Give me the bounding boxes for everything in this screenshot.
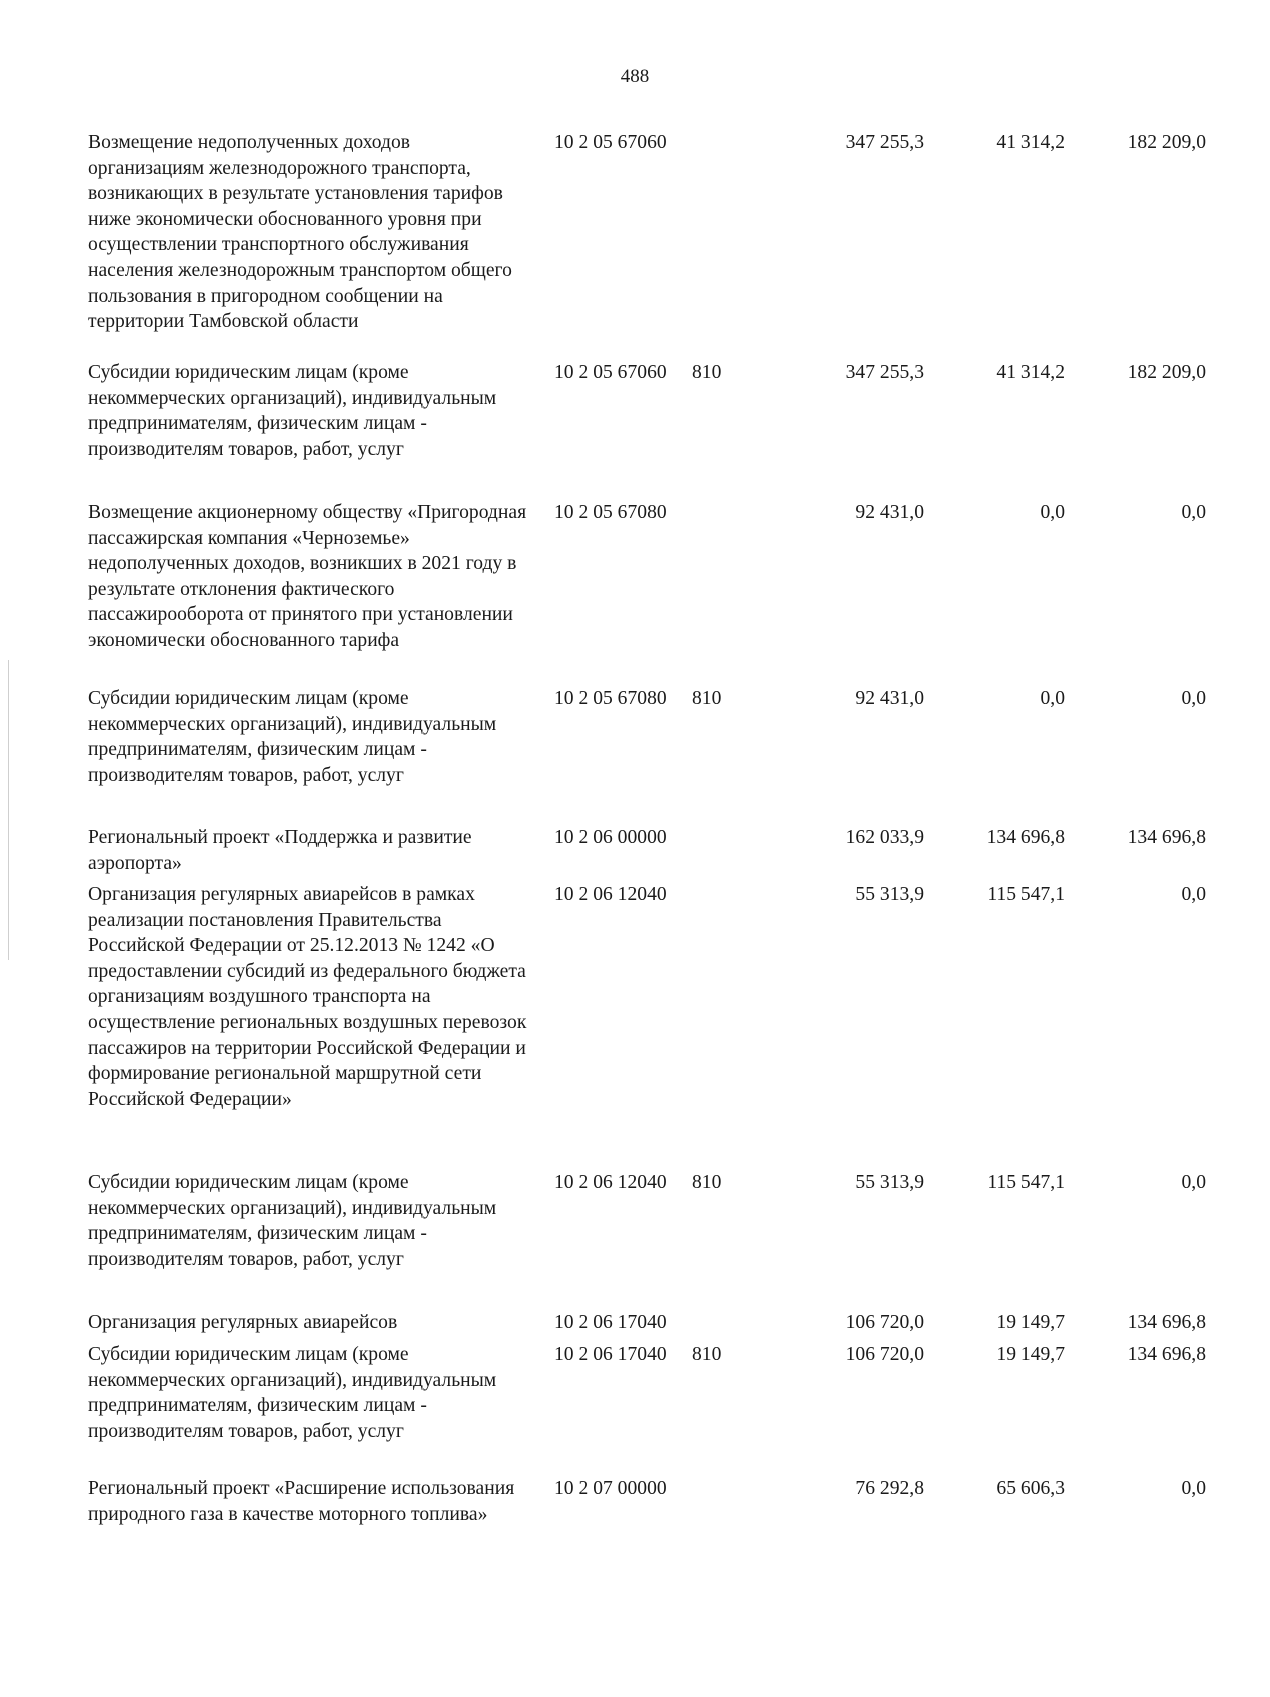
row-type: 810 <box>692 1172 722 1193</box>
row-value-2: 0,0 <box>1040 502 1065 523</box>
table-row <box>88 825 1206 882</box>
row-type: 810 <box>692 362 722 383</box>
row-code: 10 2 07 00000 <box>554 1478 667 1499</box>
row-value-2: 115 547,1 <box>987 884 1065 905</box>
row-code: 10 2 05 67080 <box>554 688 667 709</box>
table-row <box>88 360 1206 500</box>
table-row <box>88 1342 1206 1476</box>
row-value-3: 182 209,0 <box>1127 362 1206 383</box>
row-value-2: 41 314,2 <box>996 132 1065 153</box>
row-value-3: 0,0 <box>1181 688 1206 709</box>
table-row <box>88 1170 1206 1310</box>
row-value-1: 55 313,9 <box>855 1172 924 1193</box>
row-value-3: 134 696,8 <box>1127 1312 1206 1333</box>
row-value-1: 92 431,0 <box>855 688 924 709</box>
row-name: Субсидии юридическим лицам (кроме некоммерческих организаций), индивидуальным предпринимателям, физическим лицам - производителям товаров, работ, услуг <box>88 1344 497 1442</box>
row-value-1: 55 313,9 <box>855 884 924 905</box>
row-code: 10 2 06 00000 <box>554 827 667 848</box>
row-name: Региональный проект «Расширение использования природного газа в качестве моторного топлива» <box>88 1478 515 1525</box>
row-code: 10 2 05 67080 <box>554 502 667 523</box>
row-code: 10 2 06 12040 <box>554 1172 667 1193</box>
row-value-2: 41 314,2 <box>996 362 1065 383</box>
row-value-3: 134 696,8 <box>1127 827 1206 848</box>
page-number: 488 <box>620 66 650 87</box>
row-value-3: 0,0 <box>1181 502 1206 523</box>
row-value-1: 347 255,3 <box>845 132 924 153</box>
row-code: 10 2 06 17040 <box>554 1312 667 1333</box>
row-value-1: 106 720,0 <box>845 1312 924 1333</box>
row-value-2: 0,0 <box>1040 688 1065 709</box>
row-name: Региональный проект «Поддержка и развитие аэропорта» <box>88 827 472 874</box>
row-code: 10 2 05 67060 <box>554 132 667 153</box>
row-value-2: 19 149,7 <box>996 1312 1065 1333</box>
row-value-1: 92 431,0 <box>855 502 924 523</box>
table-row <box>88 882 1206 1170</box>
row-name: Субсидии юридическим лицам (кроме некоммерческих организаций), индивидуальным предпринимателям, физическим лицам - производителям товаров, работ, услуг <box>88 362 497 460</box>
scan-margin-mark <box>8 660 9 960</box>
row-value-2: 134 696,8 <box>986 827 1065 848</box>
row-value-3: 0,0 <box>1181 1478 1206 1499</box>
row-name: Возмещение акционерному обществу «Пригородная пассажирская компания «Черноземье» недополученных доходов, возникших в 2021 году в результате отклонения фактического пассажирооборота от принятого при установлении экономически обоснованного тарифа <box>88 502 527 651</box>
row-code: 10 2 06 17040 <box>554 1344 667 1365</box>
row-code: 10 2 05 67060 <box>554 362 667 383</box>
table-row <box>88 1310 1206 1342</box>
row-name: Организация регулярных авиарейсов в рамках реализации постановления Правительства Российской Федерации от 25.12.2013 № 1242 «О предоставлении субсидий из федерального бюджета организациям воздушного транспорта на осуществление региональных воздушных перевозок пассажиров на территории Российской Федерации и формирование региональной маршрутной сети Российской Федерации» <box>88 884 527 1110</box>
row-value-3: 0,0 <box>1181 884 1206 905</box>
row-value-3: 0,0 <box>1181 1172 1206 1193</box>
row-value-2: 65 606,3 <box>996 1478 1065 1499</box>
table-row <box>88 500 1206 686</box>
row-value-1: 76 292,8 <box>855 1478 924 1499</box>
table-row <box>88 130 1206 360</box>
row-value-1: 162 033,9 <box>845 827 924 848</box>
row-type: 810 <box>692 688 722 709</box>
row-value-1: 106 720,0 <box>845 1344 924 1365</box>
row-name: Субсидии юридическим лицам (кроме некоммерческих организаций), индивидуальным предпринимателям, физическим лицам - производителям товаров, работ, услуг <box>88 688 497 786</box>
budget-table <box>88 130 1206 1558</box>
row-code: 10 2 06 12040 <box>554 884 667 905</box>
table-row <box>88 1476 1206 1558</box>
row-value-2: 19 149,7 <box>996 1344 1065 1365</box>
row-name: Организация регулярных авиарейсов <box>88 1312 398 1333</box>
row-name: Возмещение недополученных доходов организациям железнодорожного транспорта, возникающих в результате установления тарифов ниже экономически обоснованного уровня при осуществлении транспортного обслуживания населения железнодорожным транспортом общего пользования в пригородном сообщении на территории Тамбовской области <box>88 132 512 333</box>
row-type: 810 <box>692 1344 722 1365</box>
row-value-3: 134 696,8 <box>1127 1344 1206 1365</box>
row-value-2: 115 547,1 <box>987 1172 1065 1193</box>
row-value-3: 182 209,0 <box>1127 132 1206 153</box>
row-value-1: 347 255,3 <box>845 362 924 383</box>
table-row <box>88 686 1206 825</box>
row-name: Субсидии юридическим лицам (кроме некоммерческих организаций), индивидуальным предпринимателям, физическим лицам - производителям товаров, работ, услуг <box>88 1172 497 1270</box>
